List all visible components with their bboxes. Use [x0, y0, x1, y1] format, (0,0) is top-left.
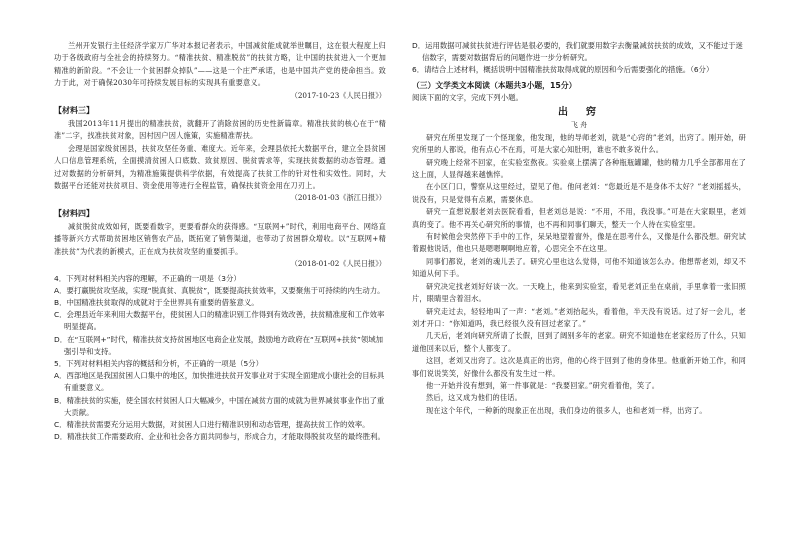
question-4-option-c: C．会理县近年来利用大数据平台，使贫困人口的精准识别工作得到有效改善，扶贫精准度和工作效率明显提高。: [54, 310, 385, 332]
material-heading: 【材料三】: [54, 106, 94, 116]
story-paragraph: 现在这个年代，一种新的现象正在出现，我们身边的很多人，也和老刘一样，出窍了。: [426, 405, 707, 415]
story-paragraph: 研究决定找老刘好好谈一次。一天晚上，他来到实验室，看见老刘正坐在桌前，手里拿着一张旧照片，眼睛里含着泪水。: [412, 281, 746, 304]
story-paragraph: 研究走过去，轻轻地叫了一声：“老刘。”老刘抬起头，看着他，半天没有说话。过了好一会儿，老刘才开口：“你知道吗，我已经很久没有回过老家了。”: [412, 306, 746, 328]
section-heading: （三）文学类文本阅读（本题共3小题，15分）: [412, 80, 577, 90]
question-4-option-b: B．中国精准扶贫取得的成就对于全世界具有重要的借鉴意义。: [54, 297, 259, 307]
story-paragraph: 然后，这又成为他们的佳话。: [426, 393, 523, 403]
left-column: [54, 40, 386, 443]
question-5: 5．下列对材料相关内容的概括和分析，不正确的一项是（5分）: [54, 358, 263, 368]
story-paragraph: 几天后，老刘向研究所请了长假，回到了阔别多年的老家。研究不知道他在老家经历了什么，只知道他回来以后，整个人都变了。: [412, 331, 746, 353]
material-heading: 【材料四】: [54, 208, 94, 218]
story-body: [412, 132, 746, 417]
material-paragraph: 我国2013年11月提出的精准扶贫，就翻开了消除贫困的历史性新篇章。精准扶贫的核心在于“精准”二字，找准扶贫对象，因村因户因人施策，实施精准帮扶。: [54, 119, 386, 141]
question-6: 6．请结合上述材料，概括说明中国精准扶贫取得成就的原因和今后需要强化的措施。（6分）: [412, 65, 714, 75]
question-4-option-a: A．要打赢脱贫攻坚战，实现“脱真贫、真脱贫”，既要提高扶贫效率，又要聚焦于可持续的内生动力。: [54, 285, 385, 295]
story-paragraph: 同事们都说，老刘的魂儿丢了。研究心里也这么觉得，可他不知道该怎么办。他想帮老刘，却又不知道从何下手。: [412, 256, 746, 279]
question-5-option-c: C．精准扶贫需要充分运用大数据，对贫困人口进行精准识别和动态管理，提高扶贫工作的效率。: [54, 419, 370, 429]
source-citation: （2017-10-23《人民日报》）: [290, 90, 386, 100]
material-paragraph: 减贫脱贫成效如何，既要看数字，更要看群众的获得感。“互联网+”时代，利用电商平台、网络直播等新兴方式帮助贫困地区销售农产品，既拓宽了销售渠道，也带动了贫困群众增收。以“互联网+精准扶贫”为代表的新模式，正在成为扶贫攻坚的重要抓手。: [54, 221, 386, 256]
story-paragraph: 研究晚上经常不回家，在实验室熬夜。实验桌上摆满了各种瓶瓶罐罐，他的精力几乎全部都用在了这上面，人显得越来越憔悴。: [412, 157, 746, 180]
story-paragraph: 在小区门口，警察从这里经过，望见了他。他问老刘：“您最近是不是身体不太好？”老刘摇摇头，说没有，只是觉得有点累，需要休息。: [412, 182, 746, 204]
question-5-option-a: A．西部地区是我国贫困人口集中的地区，加快推进扶贫开发事业对于实现全面建成小康社会的目标具有重要意义。: [54, 371, 385, 393]
source-citation: （2018-01-03《浙江日报》）: [290, 193, 386, 203]
story-author: 飞 舟: [570, 120, 588, 129]
question-5-option-d-cont: D．运用数据可减贫扶贫进行评估是很必要的，我们就要用数字去衡量减贫扶贫的成效，又不能过于迷信数字，需要对数据背后的问题作进一步分析研究。: [412, 41, 743, 63]
story-paragraph: 研究一直想说服老刘去医院看看，但老刘总是说：“不用，不用，我没事。”可是在大家眼里，老刘真的变了。他不再关心研究所的事情，也不再和同事们聊天，整天一个人待在实验室里。: [412, 207, 746, 229]
source-citation: （2018-01-02《人民日报》）: [290, 259, 386, 269]
material-paragraph: 兰州开发银行主任经济学家万广华对本报记者表示，中国减贫能成就举世瞩目，这在很大程度上归功于各级政府与全社会的持续努力。“精准扶贫、精准脱贫”的扶贫方略，让中国的扶贫进入一个更加精准的新阶段。“不会让一个贫困群众掉队”——这是一个庄严承诺，也是中国共产党的使命担当。致力于此，对于确保2030年可持续发展目标的实现具有重要意义。: [54, 41, 386, 88]
story-title: 出 窍: [558, 106, 600, 118]
question-4-option-d: D．在“互联网+”时代，精准扶贫支持贫困地区电商企业发展，鼓励地方政府在“互联网+扶贫”领域加强引导和支持。: [54, 334, 384, 356]
right-column: [412, 40, 746, 417]
story-paragraph: 这回，老刘又出窍了。这次是真正的出窍，他的心终于回到了他的身体里。他重新开始工作，和同事们说说笑笑，好像什么都没有发生过一样。: [412, 356, 746, 378]
reading-instruction: 阅读下面的文字，完成下列小题。: [412, 92, 523, 102]
story-paragraph: 研究在所里发现了一个怪现象，他发现，他的导师老刘，就是“心窍的”老刘，出窍了。刚开始，研究所里的人都说，他有点心不在焉，可是大家心知肚明，谁也不敢多说什么。: [412, 132, 746, 155]
question-5-option-d: D．精准扶贫工作需要政府、企业和社会各方面共同参与，形成合力，才能取得脱贫攻坚的最终胜利。: [54, 432, 385, 442]
story-paragraph: 他一开始并没有想到，第一件事就是：“我要回家。”研究看着他，笑了。: [426, 380, 660, 390]
question-4: 4．下列对材料相关内容的理解，不正确的一项是（3分）: [54, 273, 241, 283]
story-paragraph: 有时候他会突然停下手中的工作，呆呆地望着窗外，像是在思考什么，又像是什么都没想。研究试着跟他说话，他也只是嗯嗯啊啊地应着，心思完全不在这里。: [412, 232, 746, 254]
question-5-option-b: B．精准扶贫的实施，使全国农村贫困人口大幅减少，中国在减贫方面的成就为世界减贫事业作出了重大贡献。: [54, 395, 385, 417]
material-paragraph: 会理是国家级贫困县，扶贫攻坚任务重、难度大。近年来，会理县依托大数据平台，建立全县贫困人口信息管理系统，全面摸清贫困人口底数、致贫原因、脱贫需求等，实现扶贫数据的动态管理。通过对数据的分析研判，为精准施策提供科学依据，有效提高了扶贫工作的针对性和实效性。同时，大数据平台还能对扶贫项目、资金使用等进行全程监管，确保扶贫资金用在刀刃上。: [54, 143, 386, 191]
